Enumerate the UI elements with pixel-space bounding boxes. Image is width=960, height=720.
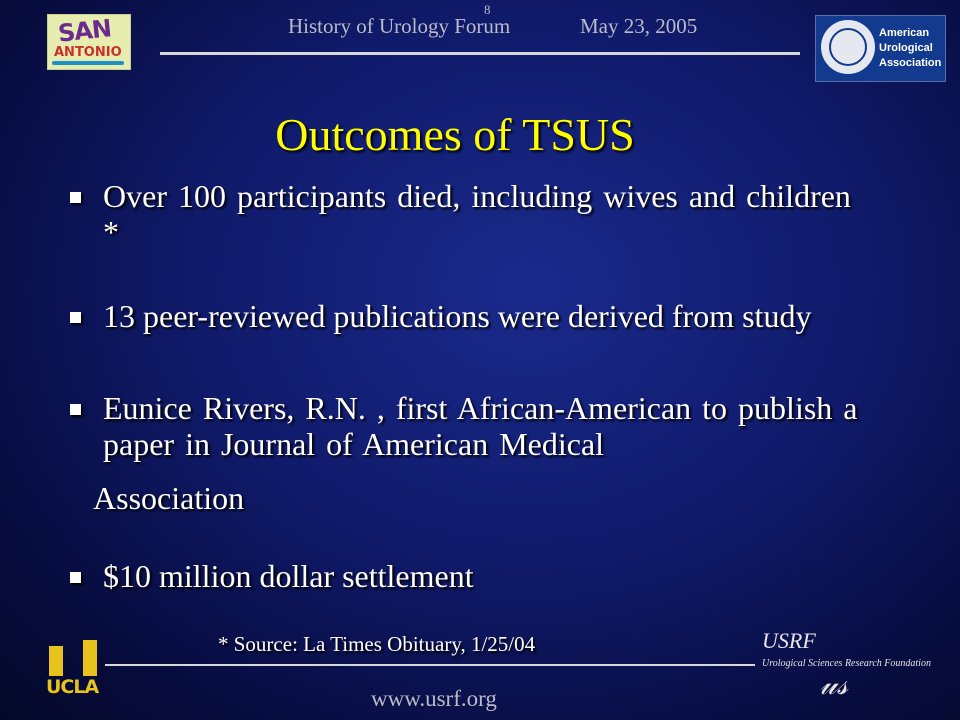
header-divider [160, 52, 800, 55]
ucla-logo [46, 636, 102, 698]
header-date: May 23, 2005 [580, 14, 698, 38]
usrf-logo [762, 628, 932, 702]
aua-logo-line-2: Urological [879, 42, 933, 54]
bullet-text: Eunice Rivers, R.N. , first African-American to publish a paper in Journal of American Medical [103, 390, 858, 462]
ucla-logo-text: UCLA [46, 676, 99, 698]
aua-logo-line-1: American [879, 27, 930, 39]
aua-seal-ring [829, 28, 867, 66]
slide-title: Outcomes of TSUS [275, 109, 635, 160]
san-antonio-logo-wave [52, 61, 124, 65]
bullet-text: 13 peer-reviewed publications were derived from study [103, 298, 812, 334]
usrf-logo-full-name: Urological Sciences Research Foundation [762, 658, 931, 669]
ucla-tower-icon [83, 640, 97, 676]
usrf-monogram-icon: 𝓊𝓈 [820, 668, 848, 701]
bullet-square-icon [70, 404, 81, 415]
san-antonio-logo-text-top: SAN [56, 14, 113, 48]
footer-divider [105, 664, 755, 666]
aua-logo-text [879, 26, 941, 71]
bullet-text: Over 100 participants died, including wives and children * [103, 178, 851, 250]
ucla-tower-icon [49, 646, 63, 676]
san-antonio-logo [47, 14, 131, 70]
website-url: www.usrf.org [371, 686, 497, 711]
bullet-square-icon [70, 312, 81, 323]
bullet-text: $10 million dollar settlement [103, 558, 474, 594]
usrf-logo-name: USRF [762, 628, 816, 653]
san-antonio-logo-text-bottom: ANTONIO [54, 45, 122, 60]
header-title: History of Urology Forum [288, 14, 511, 38]
slide-number: 8 [484, 2, 491, 17]
aua-logo [815, 15, 946, 82]
bullet-text-continuation: Association [93, 480, 245, 516]
aua-logo-line-3: Association [879, 57, 942, 69]
bullet-square-icon [70, 192, 81, 203]
bullet-square-icon [70, 572, 81, 583]
source-note: * Source: La Times Obituary, 1/25/04 [218, 632, 536, 656]
